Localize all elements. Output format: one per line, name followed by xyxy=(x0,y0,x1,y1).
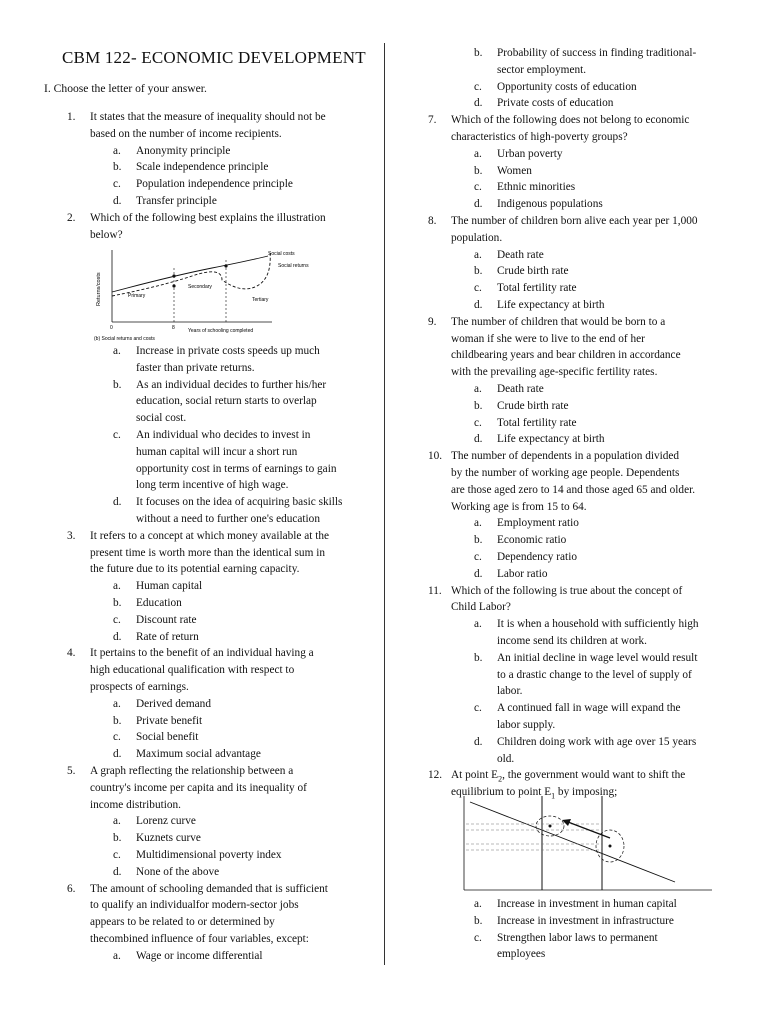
option-letter: a. xyxy=(113,949,121,962)
option-text: without a need to further one's education xyxy=(136,513,320,525)
option-letter: b. xyxy=(474,265,483,278)
option-letter: d. xyxy=(113,630,122,643)
option-text: Increase in investment in infrastructure xyxy=(497,914,674,927)
option-text: human capital will incur a short run xyxy=(136,445,298,458)
q11-text-line: Child Labor? xyxy=(451,601,511,614)
q3-text-line: present time is worth more than the identical sum in xyxy=(90,546,325,559)
option-text: opportunity cost in terms of earnings to gain xyxy=(136,462,337,475)
option-text: Dependency ratio xyxy=(497,551,577,563)
option-letter: d. xyxy=(113,865,122,878)
option-letter: b. xyxy=(113,832,122,845)
option-letter: c. xyxy=(474,551,482,563)
option-text: As an individual decides to further his/her xyxy=(136,378,327,391)
option-letter: c. xyxy=(474,282,482,295)
q8-number: 8. xyxy=(428,215,437,227)
option-text: employees xyxy=(497,948,546,961)
option-text: Employment ratio xyxy=(497,517,579,530)
page-title: CBM 122- ECONOMIC DEVELOPMENT xyxy=(62,48,366,67)
q4-text-line: It pertains to the benefit of an individual having a xyxy=(90,647,314,660)
option-text: Total fertility rate xyxy=(497,416,577,429)
option-text: Maximum social advantage xyxy=(136,748,261,761)
option-text: Urban poverty xyxy=(497,147,563,160)
fig-ylabel: Returns/costs xyxy=(96,272,102,306)
option-letter: a. xyxy=(113,144,121,157)
option-letter: b. xyxy=(113,714,122,727)
q10-text-line: The number of dependents in a population divided xyxy=(451,450,680,463)
option-text: Anonymity principle xyxy=(136,144,231,157)
option-letter: d. xyxy=(474,97,483,110)
option-text: It is when a household with sufficiently high xyxy=(497,618,699,631)
option-text: Economic ratio xyxy=(497,534,567,547)
option-text: long term incentive of high wage. xyxy=(136,479,289,492)
option-text: Private benefit xyxy=(136,714,203,727)
option-letter: c. xyxy=(113,849,121,861)
labor-equilibrium-figure xyxy=(450,794,720,894)
option-text: Crude birth rate xyxy=(497,265,569,278)
q5-text-line: country's income per capita and its inequality of xyxy=(90,781,307,794)
option-letter: c. xyxy=(113,731,121,744)
q10-text-line: Working age is from 15 to 64. xyxy=(451,500,587,513)
option-text: It focuses on the idea of acquiring basic skills xyxy=(136,496,343,509)
q11-text-line: Which of the following is true about the concept of xyxy=(451,584,683,597)
option-letter: b. xyxy=(113,378,122,391)
option-text: Transfer principle xyxy=(136,195,217,207)
option-letter: a. xyxy=(474,618,482,631)
option-letter: a. xyxy=(474,248,482,261)
fig-tick-0: 0 xyxy=(110,325,113,331)
option-text: An initial decline in wage level would result xyxy=(497,651,698,664)
option-text: Children doing work with age over 15 years xyxy=(497,735,697,748)
q12-text-line xyxy=(451,784,617,805)
option-text: education, social return starts to overlap xyxy=(136,395,317,408)
q11-number: 11. xyxy=(428,584,442,597)
column-divider xyxy=(384,43,385,965)
option-letter: d. xyxy=(113,195,122,207)
text-part: by imposing; xyxy=(555,786,618,799)
option-letter: b. xyxy=(474,914,483,927)
option-letter: a. xyxy=(474,147,482,160)
option-text: Rate of return xyxy=(136,630,199,643)
fig-tick-8: 8 xyxy=(172,325,175,331)
option-letter: c. xyxy=(474,416,482,429)
q8-text-line: The number of children born alive each year per 1,000 xyxy=(451,215,698,227)
fig-xlabel: Years of schooling completed xyxy=(188,328,254,334)
option-text: social cost. xyxy=(136,412,187,425)
option-text: Probability of success in finding traditional- xyxy=(497,47,697,59)
q1-number: 1. xyxy=(67,111,76,123)
q6-text-line: appears to be related to or determined by xyxy=(90,916,275,929)
option-text: Lorenz curve xyxy=(136,815,196,828)
q4-text-line: prospects of earnings. xyxy=(90,681,189,693)
q1-text-line: based on the number of income recipients. xyxy=(90,127,282,140)
q9-number: 9. xyxy=(428,315,437,328)
q3-text-line: the future due to its potential earning capacity. xyxy=(90,563,300,576)
option-text: Life expectancy at birth xyxy=(497,299,605,311)
option-text: Labor ratio xyxy=(497,567,548,580)
option-text: Discount rate xyxy=(136,613,197,626)
returns-costs-figure xyxy=(92,246,352,342)
option-text: labor. xyxy=(497,685,523,698)
option-text: Death rate xyxy=(497,383,544,395)
q8-text-line: population. xyxy=(451,231,503,244)
option-letter: b. xyxy=(474,164,483,177)
option-letter: b. xyxy=(113,597,122,609)
option-letter: d. xyxy=(113,496,122,509)
subscript: 1 xyxy=(551,791,556,801)
option-text: faster than private returns. xyxy=(136,361,255,374)
option-letter: c. xyxy=(474,181,482,194)
option-letter: b. xyxy=(474,651,483,664)
option-text: Scale independence principle xyxy=(136,161,269,174)
instruction: I. Choose the letter of your answer. xyxy=(44,82,207,95)
q5-number: 5. xyxy=(67,765,76,777)
option-text: old. xyxy=(497,752,515,765)
option-text: Ethnic minorities xyxy=(497,181,576,194)
option-letter: c. xyxy=(474,931,482,944)
q6-text-line: The amount of schooling demanded that is sufficient xyxy=(90,882,328,895)
subscript: 2 xyxy=(498,774,503,784)
text-part: At point E xyxy=(451,769,499,782)
fig-secondary: Secondary xyxy=(188,284,212,290)
fig-social-costs: Social costs xyxy=(268,251,295,257)
option-letter: d. xyxy=(474,299,483,311)
option-text: Indigenous populations xyxy=(497,198,603,211)
q4-number: 4. xyxy=(67,647,76,660)
q9-text-line: with the prevailing age-specific fertility rates. xyxy=(451,366,658,379)
option-letter: a. xyxy=(474,383,482,395)
option-letter: b. xyxy=(474,534,483,547)
q3-number: 3. xyxy=(67,529,76,542)
option-letter: b. xyxy=(474,47,483,59)
option-letter: a. xyxy=(113,345,121,357)
q10-text-line: are those aged zero to 14 and those aged 65 and older. xyxy=(451,483,696,496)
fig-tertiary: Tertiary xyxy=(252,297,269,303)
q6-text-line: to qualify an individualfor modern-sector jobs xyxy=(90,899,299,912)
option-letter: d. xyxy=(474,735,483,748)
q9-text-line: The number of children that would be born to a xyxy=(451,315,666,328)
option-letter: a. xyxy=(474,517,482,530)
option-text: An individual who decides to invest in xyxy=(136,429,311,441)
option-letter: c. xyxy=(474,80,482,93)
q9-text-line: childbearing years and bear children in accordance xyxy=(451,349,681,362)
option-letter: b. xyxy=(474,399,483,412)
option-letter: a. xyxy=(113,697,121,710)
option-text: Opportunity costs of education xyxy=(497,80,637,93)
option-text: Increase in private costs speeds up much xyxy=(136,345,320,357)
option-letter: d. xyxy=(474,198,483,211)
option-letter: c. xyxy=(113,613,121,626)
option-text: Human capital xyxy=(136,580,203,593)
option-letter: d. xyxy=(474,567,483,580)
option-text: Private costs of education xyxy=(497,97,614,110)
option-text: Women xyxy=(497,164,532,177)
option-letter: a. xyxy=(113,815,121,828)
q10-text-line: by the number of working age people. Dependents xyxy=(451,467,680,479)
q5-text-line: income distribution. xyxy=(90,798,181,811)
option-text: Increase in investment in human capital xyxy=(497,898,677,910)
q2-text-line: Which of the following best explains the illustration xyxy=(90,211,326,224)
option-text: income send its children at work. xyxy=(497,635,647,647)
option-text: Kuznets curve xyxy=(136,832,201,845)
option-text: A continued fall in wage will expand the xyxy=(497,702,681,715)
fig-primary: Primary xyxy=(128,293,146,299)
option-letter: a. xyxy=(474,898,482,910)
option-text: Crude birth rate xyxy=(497,399,569,412)
option-letter: c. xyxy=(113,178,121,191)
option-text: Life expectancy at birth xyxy=(497,433,605,446)
q3-text-line: It refers to a concept at which money available at the xyxy=(90,529,330,542)
q7-text-line: Which of the following does not belong to economic xyxy=(451,114,690,127)
option-text: Multidimensional poverty index xyxy=(136,849,282,861)
option-text: Death rate xyxy=(497,248,544,261)
option-text: sector employment. xyxy=(497,63,587,76)
option-letter: b. xyxy=(113,161,122,174)
q1-text-line: It states that the measure of inequality should not be xyxy=(90,111,326,123)
q7-number: 7. xyxy=(428,114,437,127)
q10-number: 10. xyxy=(428,450,443,463)
option-text: Derived demand xyxy=(136,697,211,710)
option-letter: c. xyxy=(474,702,482,715)
q2-text-line: below? xyxy=(90,228,123,241)
q7-text-line: characteristics of high-poverty groups? xyxy=(451,131,628,143)
option-text: Social benefit xyxy=(136,731,199,744)
option-letter: c. xyxy=(113,429,121,441)
option-text: Strengthen labor laws to permanent xyxy=(497,931,658,944)
fig-caption: (b) Social returns and costs xyxy=(94,336,155,342)
q6-number: 6. xyxy=(67,882,76,895)
option-text: None of the above xyxy=(136,865,220,878)
fig-social-returns: Social returns xyxy=(278,263,309,269)
q4-text-line: high educational qualification with respect to xyxy=(90,664,295,677)
option-text: labor supply. xyxy=(497,719,556,731)
option-text: to a drastic change to the level of supply of xyxy=(497,668,692,681)
option-text: Wage or income differential xyxy=(136,949,263,962)
option-text: Total fertility rate xyxy=(497,282,577,295)
text-part: equilibrium to point E xyxy=(451,786,552,799)
option-text: Population independence principle xyxy=(136,178,293,191)
q5-text-line: A graph reflecting the relationship between a xyxy=(90,765,294,777)
q12-number: 12. xyxy=(428,769,443,782)
q6-text-line: thecombined influence of four variables, except: xyxy=(90,933,309,945)
text-part: , the government would want to shift the xyxy=(502,769,686,782)
option-text: Education xyxy=(136,597,182,609)
option-letter: a. xyxy=(113,580,121,593)
option-letter: d. xyxy=(113,748,122,761)
option-letter: d. xyxy=(474,433,483,446)
q2-number: 2. xyxy=(67,211,76,224)
q9-text-line: woman if she were to live to the end of her xyxy=(451,332,645,345)
